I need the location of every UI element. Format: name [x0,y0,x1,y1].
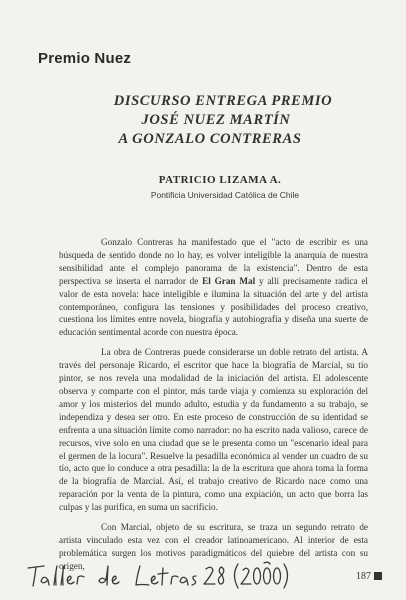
section-label: Premio Nuez [38,50,132,67]
author-affiliation: Pontificia Universidad Católica de Chile [150,190,300,200]
paragraph-1 [59,236,368,339]
title-line-1: DISCURSO ENTREGA PREMIO [113,93,333,109]
paragraph-1-text-a: Gonzalo Contreras ha manifestado que el "acto de escribir es una búsqueda de sentido donde no lo hay, es volver inteligible la anarquía de nuestra sensibilidad ante el complejo panorama de la existencia". Dentro de esta perspectiva se inserta el narrador de [59,237,368,286]
page-number: 187 [356,571,371,582]
handwritten-annotation [24,560,294,590]
title-line-3: A GONZALO CONTRERAS [118,131,302,147]
handwriting-image [24,560,294,590]
paragraph-2: La obra de Contreras puede considerarse un doble retrato del artista. A través del personaje Ricardo, el escritor que hace la biografía de Marcial, su tío pintor, se nos revela una modalidad de la iniciación del artista. El adolescente observa y comparte con el pintor, más tarde viaja y comienza su exploración del amor y los misterios del mundo adulto, estudia y da fundamento a su trabajo, se independiza y desea ser otro. En este proceso de construcción de su identidad se enfrenta a una situación límite como narrador: no ha escrito nada valioso, carece de recursos, vive solo en una ciudad que se le presenta como un "escenario ideal para el germen de la locura". Resuelve la pesadilla económica al vender un cuadro de su tío, acto que lo conduce a otra pesadilla: la de la escritura que ahora toma la forma de la biografía de Marcial. Así, el trabajo creativo de Ricardo nace como una reparación por la venta de la pintura, como una expiación, un acto que borra las culpas y las purifica, en suma un sacrificio. [59,347,368,513]
page-marker-square [374,572,382,580]
article-title [0,92,406,149]
author-name: PATRICIO LIZAMA A. [158,174,282,186]
novel-title: El Gran Mal [202,275,256,286]
article-body [59,236,368,573]
paragraph-3: Con Marcial, objeto de su escritura, se traza un segundo retrato de artista vinculado esta vez con el creador latinoamericano. Al interior de esta problemática surgen los motivos paradigmáticos del quiebre del artista con su origen, [59,522,368,571]
paragraph-1-text-b: y allí precisamente radica el valor de esta novela: hace inteligible e ilumina la situación del arte y del artista contemporáneo, configura las tensiones y posibilidades del proceso creativo, cuestiona los límites entre novela, biografía y autobiografía y diseña una suerte de educación sentimental acorde con nuestra época. [59,275,368,338]
title-line-2: JOSÉ NUEZ MARTÍN [141,112,291,128]
